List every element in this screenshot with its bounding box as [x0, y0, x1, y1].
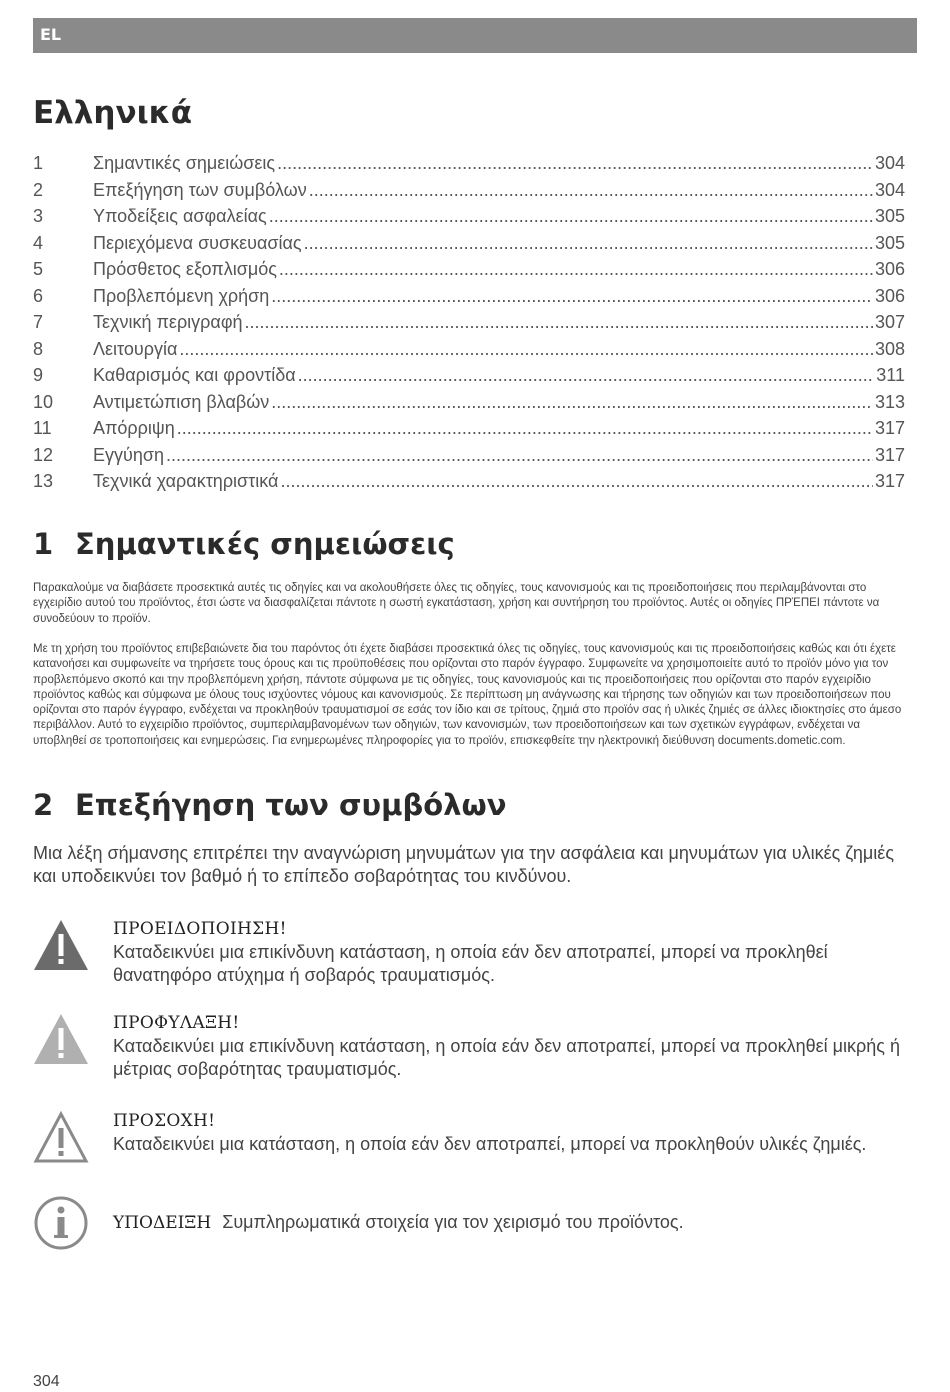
- section-title: Σημαντικές σημειώσεις: [75, 527, 455, 561]
- signal-word: ΥΠΟΔΕΙΞΗ: [113, 1213, 212, 1233]
- toc-entry[interactable]: [33, 153, 905, 180]
- notice-text-block: [113, 1012, 913, 1081]
- signal-word: ΠΡΟΕΙΔΟΠΟΙΗΣΗ!: [113, 919, 287, 939]
- toc-page-number: 307: [874, 312, 905, 332]
- toc-title: Αντιμετώπιση βλαβών: [93, 391, 270, 412]
- toc-number: 11: [33, 418, 52, 438]
- toc-entry[interactable]: [33, 206, 905, 233]
- toc-entry[interactable]: [33, 365, 905, 392]
- section-2-heading: [33, 788, 506, 822]
- notice-triangle-outline-icon: [33, 1110, 89, 1166]
- toc-entry[interactable]: [33, 286, 905, 313]
- toc-title: Τεχνικά χαρακτηριστικά: [93, 471, 279, 491]
- toc-entry[interactable]: [33, 312, 905, 339]
- toc-leader-dots: [280, 471, 872, 492]
- notice-text-block: [113, 1211, 913, 1235]
- toc-entry[interactable]: [33, 471, 905, 498]
- toc-leader-dots: [245, 312, 873, 333]
- section-title: Επεξήγηση των συμβόλων: [75, 788, 507, 822]
- toc-page-number: 305: [874, 232, 905, 253]
- page-title: Ελληνικά: [33, 95, 192, 131]
- toc-page-number: 317: [874, 444, 905, 465]
- toc-leader-dots: [271, 286, 873, 307]
- caution-triangle-light-icon: [33, 1012, 89, 1068]
- toc-entry[interactable]: [33, 445, 905, 472]
- signal-word: ΠΡΟΦΥΛΑΞΗ!: [113, 1013, 240, 1033]
- section-1-heading: [33, 527, 455, 561]
- toc-leader-dots: [298, 365, 875, 386]
- toc-entry[interactable]: [33, 233, 905, 260]
- symbols-intro: Μια λέξη σήμανσης επιτρέπει την αναγνώριση μηνυμάτων για την ασφάλεια και μηνυμάτων για υλικές ζημιές και υποδεικνύει τον βαθμό ή το επίπεδο σοβαρότητας του κινδύνου.: [33, 843, 895, 886]
- toc-title: Σημαντικές σημειώσεις: [93, 153, 276, 173]
- toc-number: 5: [33, 259, 44, 279]
- signal-word: ΠΡΟΣΟΧΗ!: [113, 1111, 216, 1131]
- toc-title: Εγγύηση: [93, 444, 164, 465]
- toc-number: 3: [33, 206, 44, 226]
- toc-title: Απόρριψη: [93, 418, 175, 438]
- notice-description: Καταδεικνύει μια επικίνδυνη κατάσταση, η οποία εάν δεν αποτραπεί, μπορεί να προκληθεί μικρής ή μέτριας σοβαρότητας τραυματισμός.: [113, 1036, 900, 1079]
- toc-leader-dots: [309, 180, 873, 201]
- toc-leader-dots: [304, 233, 873, 254]
- toc-page-number: 304: [874, 153, 905, 173]
- page-number: 304: [33, 1373, 60, 1390]
- toc-leader-dots: [271, 392, 873, 413]
- toc-page-number: 305: [874, 206, 905, 226]
- table-of-contents: [33, 153, 905, 498]
- toc-page-number: 308: [874, 338, 905, 359]
- toc-title: Επεξήγηση των συμβόλων: [93, 179, 307, 200]
- toc-entry[interactable]: [33, 259, 905, 286]
- notice-description: Καταδεικνύει μια επικίνδυνη κατάσταση, η οποία εάν δεν αποτραπεί, μπορεί να προκληθεί θανατηφόρο ατύχημα ή σοβαρός τραυματισμός.: [113, 942, 828, 985]
- toc-title: Προβλεπόμενη χρήση: [93, 285, 270, 306]
- toc-title: Τεχνική περιγραφή: [93, 312, 243, 332]
- section-number: 2: [33, 788, 54, 822]
- toc-leader-dots: [177, 418, 873, 439]
- toc-title: Υποδείξεις ασφαλείας: [93, 206, 267, 226]
- notice-description: Συμπληρωματικά στοιχεία για τον χειρισμό του προϊόντος.: [222, 1212, 684, 1232]
- toc-title: Λειτουργία: [93, 338, 178, 359]
- toc-page-number: 313: [874, 391, 905, 412]
- important-notes-paragraph-2: Με τη χρήση του προϊόντος επιβεβαιώνετε δια του παρόντος ότι έχετε διαβάσει προσεκτικά όλες τις οδηγίες, τους κανονισμούς και τις προειδοποιήσεις καθώς και ότι έχετε κατανοήσει και συμφωνείτε να τηρήσετε τους όρους και τις προϋποθέσεις που ορίζονται στο παρόν έγγραφο. Συμφωνείτε να χρησιμοποιείτε αυτό το προϊόν μόνο για τον προβλεπόμενο σκοπό και την προβλεπόμενη χρήση, πάντοτε σύμφωνα με τις οδηγίες, τους κανονισμούς και τις προειδοποιήσεις που ορίζονται στο παρόν εγχειρίδιο προϊόντος καθώς και σύμφωνα με όλους τους ισχύοντες νόμους και κανονισμούς. Σε περίπτωση μη ανάγνωσης και τήρησης των οδηγιών και των προειδοποιήσεων που ορίζονται στο παρόν έγγραφο, ενδέχεται να προκληθούν τραυματισμοί σε εσάς τον ίδιο και σε τρίτους, ζημιά στο προϊόν σας ή υλικές ζημιές σε άλλες ιδιοκτησίες στο άμεσο περιβάλλον. Αυτό το εγχειρίδιο προϊόντος, συμπεριλαμβανομένων των οδηγιών, των κανονισμών, των προειδοποιήσεων και των σχετικών εγγράφων, ενδέχεται να υποβληθεί σε τροποποιήσεις και ενημερώσεις. Για ενημερωμένες πληροφορίες για το προϊόν, επισκεφθείτε την ηλεκτρονική διεύθυνση documents.dometic.com.: [33, 643, 902, 747]
- section-number: 1: [33, 527, 54, 561]
- toc-number: 1: [33, 153, 44, 173]
- toc-title: Πρόσθετος εξοπλισμός: [93, 259, 277, 279]
- toc-title: Περιεχόμενα συσκευασίας: [93, 232, 302, 253]
- toc-number: 8: [33, 338, 44, 359]
- toc-number: 12: [33, 444, 54, 465]
- notice-text-block: [113, 918, 913, 987]
- notice-description: Καταδεικνύει μια κατάσταση, η οποία εάν δεν αποτραπεί, μπορεί να προκληθούν υλικές ζημιές.: [113, 1134, 867, 1154]
- toc-entry[interactable]: [33, 339, 905, 366]
- toc-leader-dots: [277, 153, 873, 174]
- toc-page-number: 311: [876, 365, 905, 385]
- toc-entry[interactable]: [33, 180, 905, 207]
- notice-warning: [33, 918, 917, 988]
- notice-caution: [33, 1012, 917, 1082]
- info-circle-icon: [33, 1195, 89, 1251]
- toc-leader-dots: [179, 339, 873, 360]
- toc-leader-dots: [279, 259, 873, 280]
- toc-number: 4: [33, 232, 44, 253]
- toc-number: 9: [33, 365, 44, 385]
- toc-number: 7: [33, 312, 44, 332]
- important-notes-paragraph-1: Παρακαλούμε να διαβάσετε προσεκτικά αυτές τις οδηγίες και να ακολουθήσετε όλες τις οδηγίες, τους κανονισμούς και τις προειδοποιήσεις που περιλαμβάνονται στο εγχειρίδιο αυτού του προϊόντος, έτσι ώστε να διασφαλίζεται πάντοτε η σωστή εγκατάσταση, χρήση και συντήρηση του προϊόντος. Αυτές οι οδηγίες ΠΡΈΠΕΙ πάντοτε να συνοδεύουν το προϊόν.: [33, 582, 880, 625]
- toc-number: 10: [33, 391, 54, 412]
- toc-number: 6: [33, 285, 44, 306]
- toc-entry[interactable]: [33, 418, 905, 445]
- notice-text-block: [113, 1110, 913, 1156]
- toc-page-number: 306: [874, 259, 905, 279]
- language-code: EL: [40, 25, 62, 44]
- toc-page-number: 304: [874, 179, 905, 200]
- toc-leader-dots: [166, 445, 873, 466]
- toc-page-number: 306: [874, 285, 905, 306]
- toc-number: 2: [33, 179, 44, 200]
- notice-note: [33, 1195, 917, 1251]
- toc-page-number: 317: [874, 418, 905, 438]
- toc-entry[interactable]: [33, 392, 905, 419]
- toc-leader-dots: [269, 206, 873, 227]
- notice-attention: [33, 1110, 917, 1170]
- toc-number: 13: [33, 471, 54, 491]
- warning-triangle-dark-icon: [33, 918, 89, 974]
- language-header-bar: [33, 18, 917, 53]
- toc-title: Καθαρισμός και φροντίδα: [93, 365, 296, 385]
- toc-page-number: 317: [874, 471, 905, 491]
